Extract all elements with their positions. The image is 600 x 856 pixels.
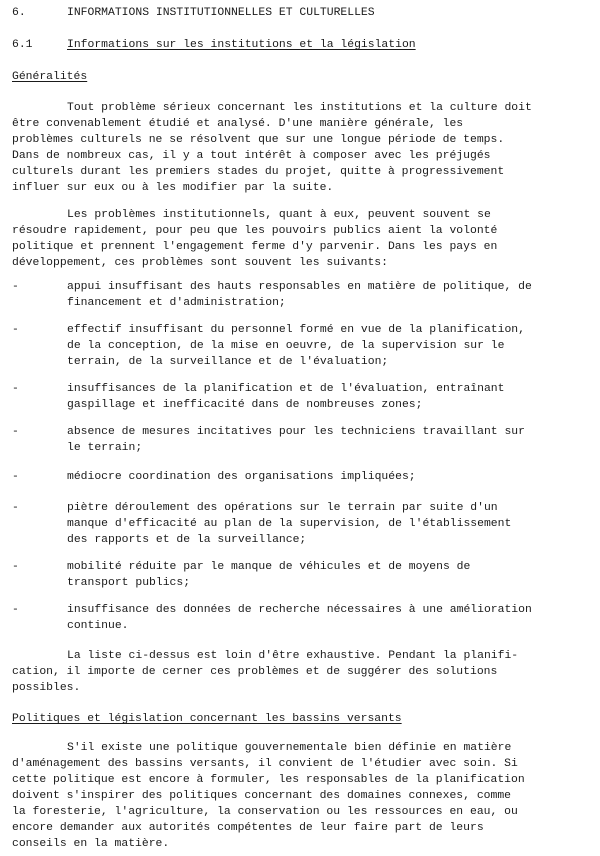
paragraph-line: développement, ces problèmes sont souvent les suivants: [12, 257, 388, 269]
subsection-number: 6.1 [12, 39, 33, 51]
paragraph-line: Dans de nombreux cas, il y a tout intérêt à composer avec les préjugés [12, 150, 491, 162]
list-item-line: appui insuffisant des hauts responsables en matière de politique, de [67, 281, 532, 293]
paragraph-line: résoudre rapidement, pour peu que les pouvoirs publics aient la volonté [12, 225, 498, 237]
list-item-line: effectif insuffisant du personnel formé en vue de la planification, [67, 324, 525, 336]
paragraph-line: culturels durant les premiers stades du projet, quitte à progressivement [12, 166, 505, 178]
list-item-line: de la conception, de la mise en oeuvre, de la supervision sur le [67, 340, 505, 352]
paragraph-line: possibles. [12, 682, 81, 694]
list-item-line: absence de mesures incitatives pour les techniciens travaillant sur [67, 426, 525, 438]
list-item-line: médiocre coordination des organisations impliquées; [67, 471, 416, 483]
generalites-heading: Généralités [12, 71, 88, 83]
paragraph-line: cation, il importe de cerner ces problèmes et de suggérer des solutions [12, 666, 498, 678]
paragraph-line: être convenablement étudié et analysé. D'une manière générale, les [12, 118, 464, 130]
paragraph-line: encore demander aux autorités compétentes de leur faire part de leurs [12, 822, 484, 834]
paragraph-line: d'aménagement des bassins versants, il convient de l'étudier avec soin. Si [12, 758, 518, 770]
list-item-line: gaspillage et inefficacité dans de nombreuses zones; [67, 399, 423, 411]
list-item-line: le terrain; [67, 442, 143, 454]
list-item-line: des rapports et de la surveillance; [67, 534, 307, 546]
section-title: INFORMATIONS INSTITUTIONNELLES ET CULTURELLES [67, 7, 375, 19]
list-item-line: piètre déroulement des opérations sur le terrain par suite d'un [67, 502, 498, 514]
dash-bullet: - [12, 383, 19, 395]
list-item-line: terrain, de la surveillance et de l'évaluation; [67, 356, 389, 368]
paragraph-line: La liste ci-dessus est loin d'être exhaustive. Pendant la planifi- [67, 650, 519, 662]
paragraph-line: conseils en la matière. [12, 838, 170, 850]
paragraph-line: problèmes culturels ne se résolvent que sur une longue période de temps. [12, 134, 505, 146]
list-item-line: insuffisance des données de recherche nécessaires à une amélioration [67, 604, 532, 616]
dash-bullet: - [12, 324, 19, 336]
politiques-heading: Politiques et législation concernant les bassins versants [12, 713, 402, 725]
paragraph-line: influer sur eux ou à les modifier par la suite. [12, 182, 334, 194]
list-item-line: mobilité réduite par le manque de véhicules et de moyens de [67, 561, 471, 573]
dash-bullet: - [12, 502, 19, 514]
paragraph-line: Les problèmes institutionnels, quant à eux, peuvent souvent se [67, 209, 491, 221]
dash-bullet: - [12, 471, 19, 483]
paragraph-line: S'il existe une politique gouvernementale bien définie en matière [67, 742, 512, 754]
paragraph-line: la foresterie, l'agriculture, la conservation ou les ressources en eau, ou [12, 806, 518, 818]
list-item-line: continue. [67, 620, 129, 632]
list-item-line: transport publics; [67, 577, 191, 589]
list-item-line: financement et d'administration; [67, 297, 286, 309]
paragraph-line: politique et prennent l'engagement ferme d'y parvenir. Dans les pays en [12, 241, 498, 253]
list-item-line: insuffisances de la planification et de l'évaluation, entraînant [67, 383, 505, 395]
section-number: 6. [12, 7, 26, 19]
dash-bullet: - [12, 281, 19, 293]
paragraph-line: doivent s'inspirer des politiques concernant des domaines connexes, comme [12, 790, 511, 802]
dash-bullet: - [12, 426, 19, 438]
dash-bullet: - [12, 604, 19, 616]
subsection-title: Informations sur les institutions et la législation [67, 39, 416, 51]
paragraph-line: cette politique est encore à formuler, les responsables de la planification [12, 774, 525, 786]
list-item-line: manque d'efficacité au plan de la supervision, de l'établissement [67, 518, 512, 530]
paragraph-line: Tout problème sérieux concernant les institutions et la culture doit [67, 102, 532, 114]
dash-bullet: - [12, 561, 19, 573]
